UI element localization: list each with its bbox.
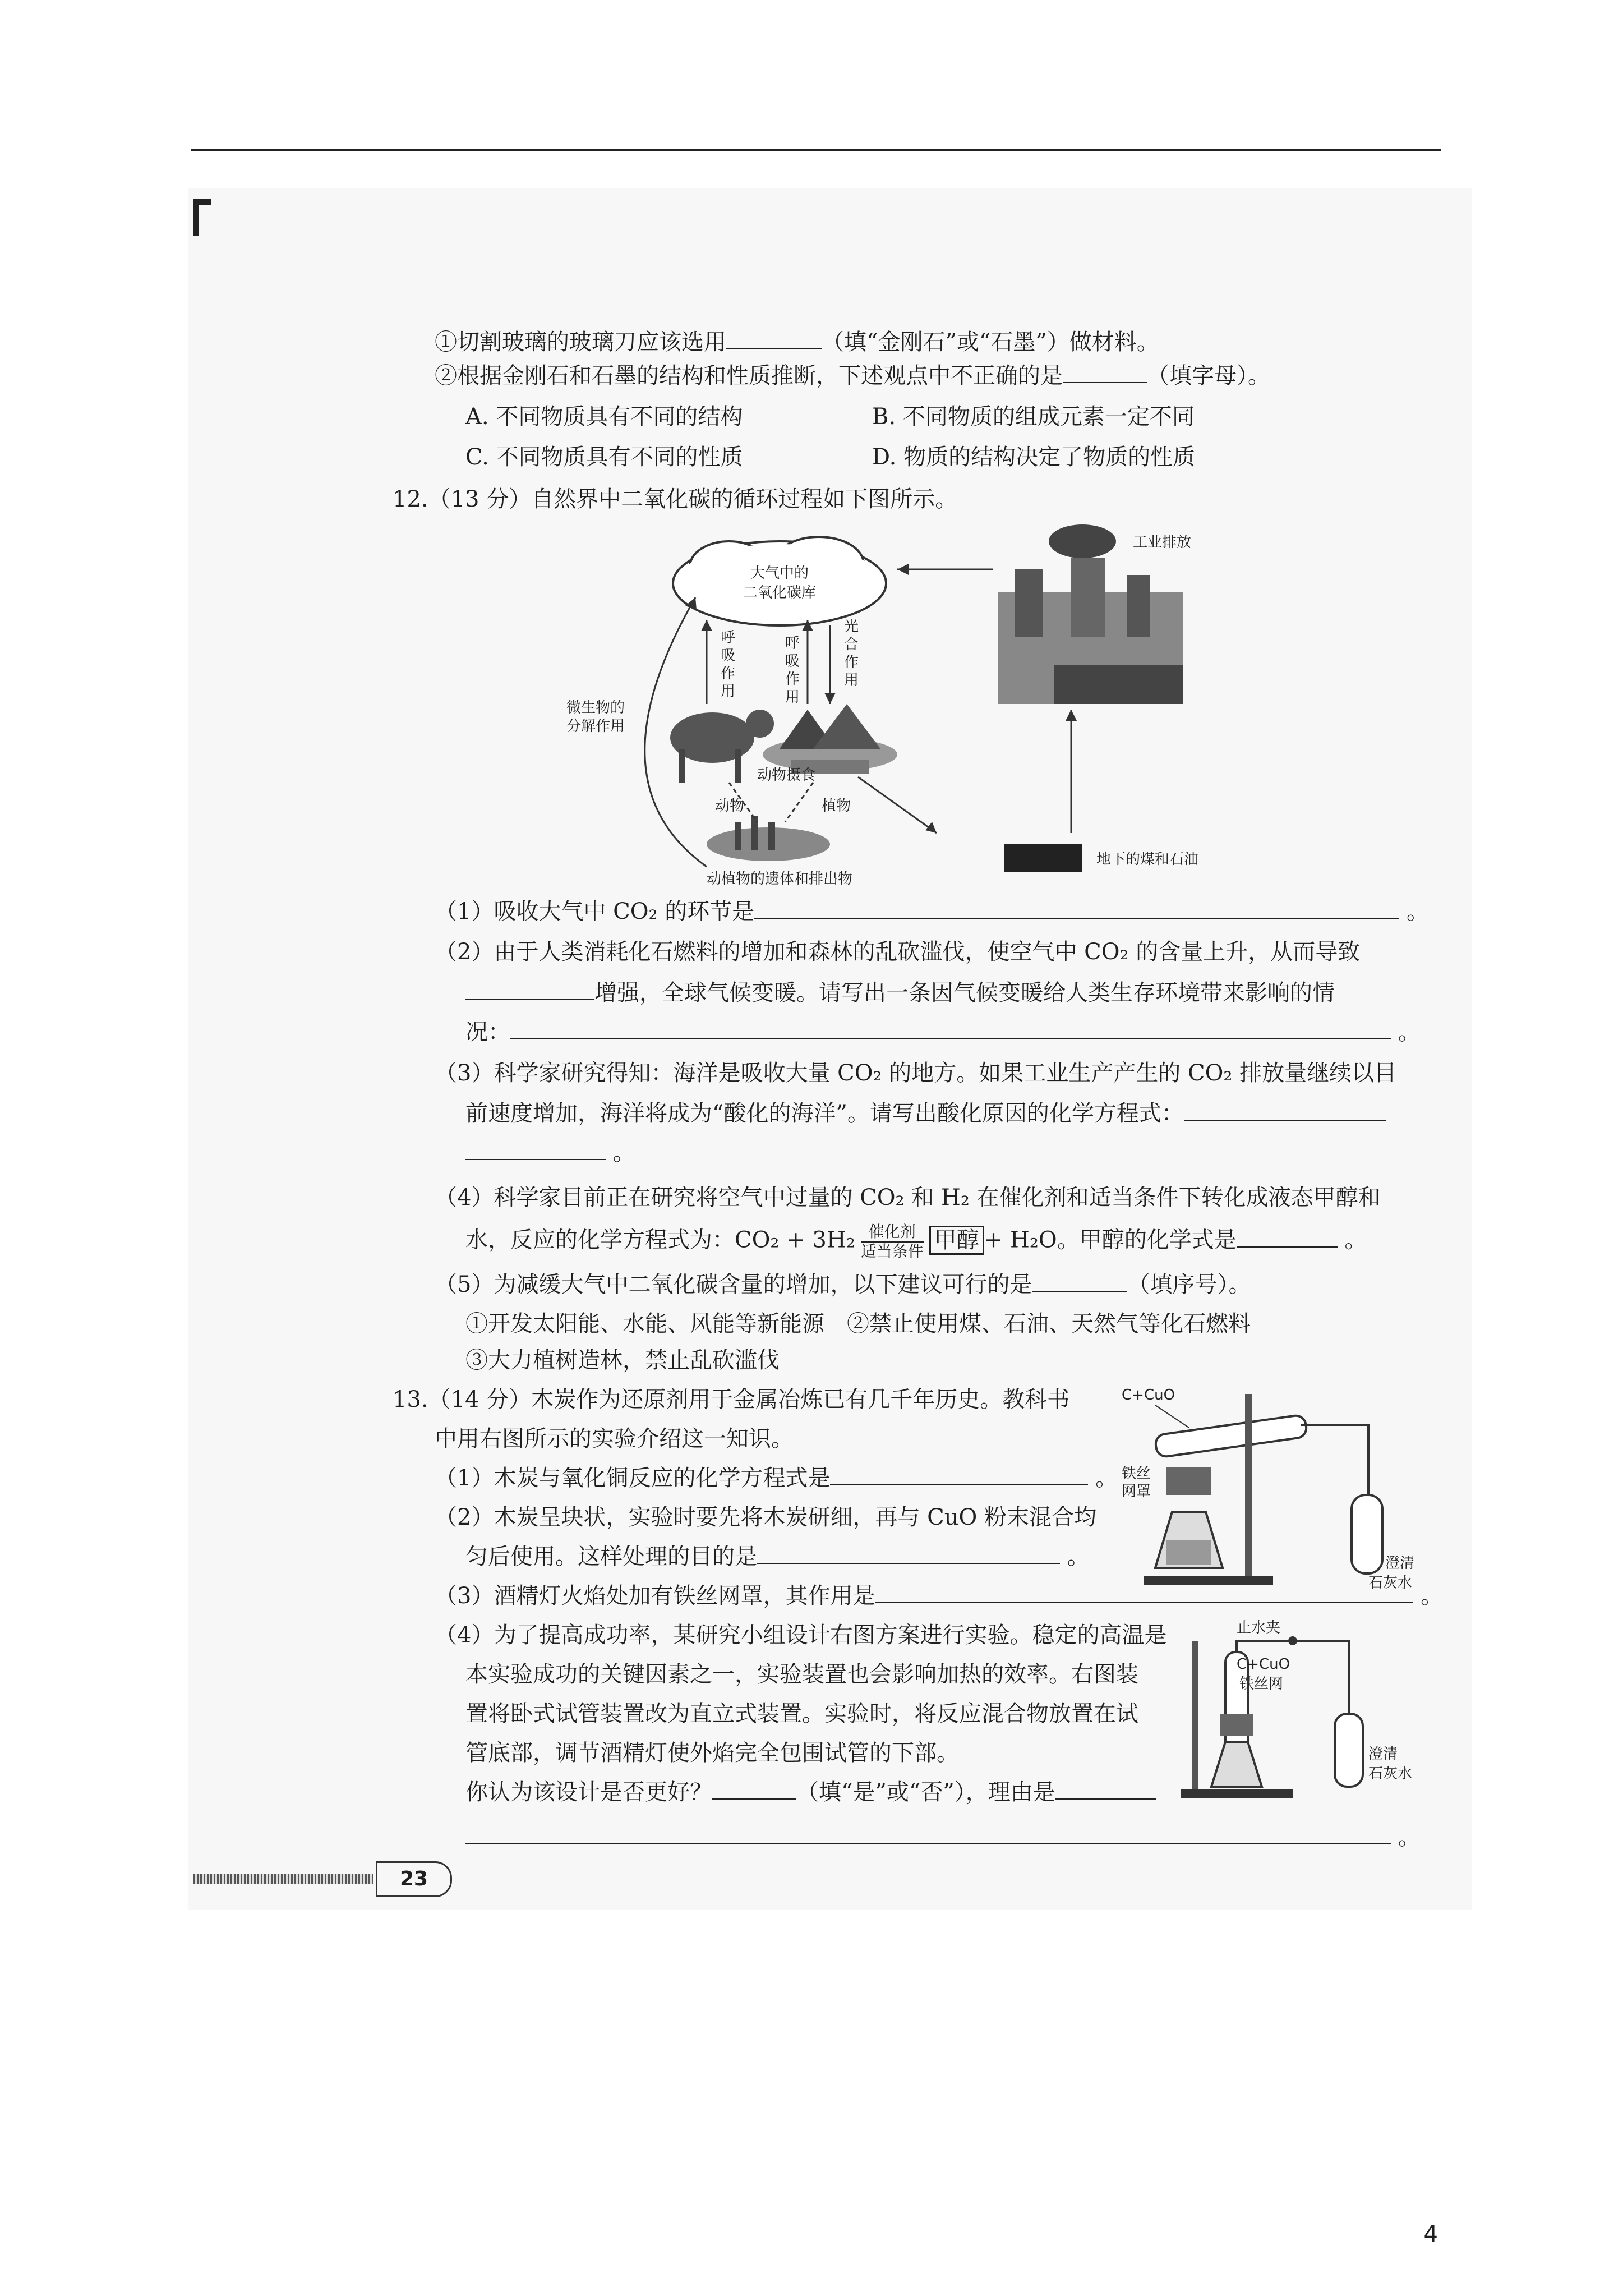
animal-label: 动物	[715, 798, 745, 815]
q13-text: 你认为该设计是否更好？	[465, 1779, 712, 1805]
clamp-label: 止水夹	[1237, 1619, 1281, 1636]
reagent-label: C+CuO	[1122, 1387, 1175, 1404]
q11-line2	[435, 362, 1270, 390]
micro-label: 微生物的	[566, 700, 625, 716]
respiration-label: 作	[785, 671, 800, 688]
photosynthesis-label: 光	[844, 618, 859, 635]
feeding-label: 动物摄食	[757, 767, 816, 784]
photosynthesis-label: 作	[844, 654, 859, 671]
coal-label: 地下的煤和石油	[1096, 851, 1199, 868]
q12-p4: （4）科学家目前正在研究将空气中过量的 CO₂ 和 H₂ 在催化剂和适当条件下转化成液态甲醇和	[435, 1185, 1381, 1211]
respiration-label: 呼	[785, 635, 800, 652]
wire-mesh-icon	[1220, 1714, 1253, 1736]
q12-p3c: 。	[465, 1139, 635, 1167]
answer-blank[interactable]	[465, 1824, 1391, 1844]
answer-blank[interactable]	[1032, 1272, 1127, 1292]
q13-p2: （2）木炭呈块状，实验时要先将木炭研细，再与 CuO 粉末混合均	[435, 1504, 1097, 1530]
page-badge: 23	[376, 1861, 452, 1897]
q12-p3: （3）科学家研究得知：海洋是吸收大量 CO₂ 的地方。如果工业生产产生的 CO₂ 排放量继续以目	[435, 1060, 1397, 1086]
q12-p3b	[465, 1099, 1386, 1128]
limewater-label: 澄清	[1368, 1746, 1398, 1763]
catalyst-label: 催化剂	[861, 1223, 924, 1243]
answer-blank[interactable]	[726, 329, 822, 349]
q13-p4: 本实验成功的关键因素之一，实验装置也会影响加热的效率。右图装	[465, 1662, 1138, 1687]
q11-text: （填“金刚石”或“石墨”）做材料。	[822, 329, 1159, 355]
q12-p2: （2）由于人类消耗化石燃料的增加和森林的乱砍滥伐，使空气中 CO₂ 的含量上升，从而导致	[435, 939, 1361, 965]
photosynthesis-label: 用	[844, 672, 859, 689]
q13-text: 匀后使用。这样处理的目的是	[465, 1544, 757, 1570]
q13-header: 中用右图所示的实验介绍这一知识。	[435, 1426, 794, 1452]
q11-line1	[435, 328, 1159, 356]
q13-text: （3）酒精灯火焰处加有铁丝网罩，其作用是	[435, 1583, 875, 1609]
reagent-label: C+CuO	[1237, 1656, 1290, 1673]
plant-icon	[763, 704, 897, 774]
answer-blank[interactable]	[465, 1140, 606, 1160]
q11-option-d: D. 物质的结构决定了物质的性质	[872, 444, 1196, 470]
condition-label: 适当条件	[860, 1242, 924, 1260]
respiration-label: 用	[721, 683, 736, 700]
answer-blank[interactable]	[754, 899, 1399, 919]
stand-base	[1144, 1576, 1273, 1585]
remains-icon	[707, 816, 830, 861]
q12-text: 前速度增加，海洋将成为“酸化的海洋”。请写出酸化原因的化学方程式：	[465, 1101, 1184, 1126]
receiving-tube	[1335, 1714, 1363, 1787]
q11-option-b: B. 不同物质的组成元素一定不同	[872, 404, 1195, 430]
answer-blank[interactable]	[1055, 1779, 1156, 1800]
q12-p2c: 况： 。	[465, 1019, 1421, 1045]
methanol-box: 甲醇	[929, 1226, 984, 1255]
q12-text: 增强，全球气候变暖。请写出一条因气候变暖给人类生存环境带来影响的情	[594, 980, 1335, 1006]
cloud-label: 二氧化碳库	[743, 585, 817, 601]
answer-blank[interactable]	[712, 1779, 796, 1800]
arrowhead	[701, 620, 712, 631]
q13-p1: （1）木炭与氧化铜反应的化学方程式是 。	[435, 1465, 1118, 1491]
arrowhead	[925, 822, 937, 833]
respiration-label: 作	[721, 665, 736, 682]
alcohol-lamp-icon	[1211, 1742, 1262, 1787]
q11-option-a: A. 不同物质具有不同的结构	[465, 404, 743, 430]
limewater-label: 石灰水	[1368, 1765, 1413, 1782]
answer-blank[interactable]	[757, 1544, 1060, 1564]
respiration-label: 吸	[721, 647, 736, 664]
answer-blank[interactable]	[1237, 1227, 1338, 1248]
wire-mesh-icon	[1166, 1467, 1211, 1495]
arrowhead	[824, 693, 836, 704]
q13-text: （1）木炭与氧化铜反应的化学方程式是	[435, 1465, 831, 1491]
answer-blank[interactable]	[465, 980, 594, 1000]
arrowhead	[897, 564, 909, 575]
stand-base	[1181, 1789, 1293, 1798]
coal-icon	[1004, 844, 1082, 872]
q11-option-c: C. 不同物质具有不同的性质	[465, 444, 743, 470]
cloud-label: 大气中的	[750, 565, 809, 582]
q13-p4: （4）为了提高成功率，某研究小组设计右图方案进行实验。稳定的高温是	[435, 1622, 1167, 1648]
answer-blank[interactable]	[510, 1019, 1391, 1039]
q13-p4e	[465, 1778, 1156, 1806]
respiration-label: 呼	[721, 629, 736, 646]
factory-icon	[998, 524, 1183, 704]
stand-rod	[1192, 1641, 1198, 1792]
arrow	[858, 777, 937, 833]
q13-p3: （3）酒精灯火焰处加有铁丝网罩，其作用是 。	[435, 1583, 1444, 1609]
micro-label: 分解作用	[566, 718, 625, 735]
industry-label: 工业排放	[1133, 534, 1192, 551]
respiration-label: 用	[785, 689, 800, 706]
apparatus-horizontal	[1122, 1383, 1415, 1602]
footer-bar	[193, 1874, 373, 1884]
q12-p4b: 水，反应的化学方程式为：CO₂ + 3H₂ $\frac{\text{催化剂}}{\text{适当条件}}$ 甲醇 + H₂O。甲醇的化学式是 。	[465, 1222, 1367, 1260]
reaction-condition	[861, 1223, 924, 1260]
stand-rod	[1245, 1394, 1252, 1579]
arrowhead	[1066, 710, 1077, 721]
q12-text: 况：	[465, 1019, 510, 1045]
carbon-cycle-diagram	[566, 519, 1436, 900]
respiration-label: 吸	[785, 653, 800, 670]
q13-p4f: 。	[465, 1823, 1421, 1851]
sheet-number: 4	[1423, 2221, 1438, 2247]
q12-p1: （1）吸收大气中 CO₂ 的环节是 。	[435, 899, 1430, 924]
q12-text: （填序号）。	[1127, 1272, 1251, 1297]
q11-text: （填字母）。	[1147, 363, 1270, 389]
q13-p4: 管底部，调节酒精灯使外焰完全包围试管的下部。	[465, 1740, 959, 1766]
test-tube	[1155, 1414, 1308, 1457]
q13-text: （填“是”或“否”），理由是	[796, 1779, 1055, 1805]
q12-text: （5）为减缓大气中二氧化碳含量的增加，以下建议可行的是	[435, 1272, 1032, 1297]
q13-p4: 置将卧式试管装置改为直立式装置。实验时，将反应混合物放置在试	[465, 1701, 1138, 1727]
answer-blank[interactable]	[830, 1465, 1088, 1485]
q12-text: （1）吸收大气中 CO₂ 的环节是	[435, 899, 755, 924]
q13-p2b: 匀后使用。这样处理的目的是 。	[465, 1544, 1090, 1570]
apparatus-vertical	[1181, 1618, 1416, 1803]
mesh-label: 网罩	[1122, 1483, 1151, 1500]
mesh-label: 铁丝	[1122, 1465, 1151, 1482]
plant-label: 植物	[822, 798, 851, 815]
q11-text: ②根据金刚石和石墨的结构和性质推断，下述观点中不正确的是	[435, 363, 1063, 389]
photosynthesis-label: 合	[844, 636, 859, 653]
q12-text: + H₂O。甲醇的化学式是	[984, 1227, 1237, 1253]
q12-p5-options: ①开发太阳能、水能、风能等新能源 ②禁止使用煤、石油、天然气等化石燃料	[465, 1311, 1251, 1337]
answer-blank[interactable]	[1063, 363, 1147, 383]
dashed-arrow	[785, 783, 813, 822]
q11-text: ①切割玻璃的玻璃刀应该选用	[435, 329, 726, 355]
remains-label: 动植物的遗体和排出物	[707, 871, 853, 887]
q12-header: 12.（13 分）自然界中二氧化碳的循环过程如下图所示。	[393, 486, 958, 512]
q13-header: 13.（14 分）木炭作为还原剂用于金属冶炼已有几千年历史。教科书	[393, 1387, 1070, 1412]
mesh-label: 铁丝网	[1239, 1676, 1284, 1692]
q12-text: 水，反应的化学方程式为：CO₂ + 3H₂	[465, 1227, 855, 1253]
receiving-tube	[1352, 1495, 1382, 1573]
q12-p2b	[465, 979, 1335, 1007]
q12-p5	[435, 1271, 1251, 1299]
q12-p5-option3: ③大力植树造林，禁止乱砍滥伐	[465, 1347, 780, 1373]
limewater-label: 石灰水	[1368, 1575, 1413, 1591]
clamp-icon	[1288, 1636, 1297, 1645]
top-rule	[191, 149, 1441, 151]
answer-blank[interactable]	[1184, 1101, 1386, 1121]
corner-mark	[193, 199, 211, 236]
limewater-label: 澄清	[1385, 1555, 1415, 1572]
